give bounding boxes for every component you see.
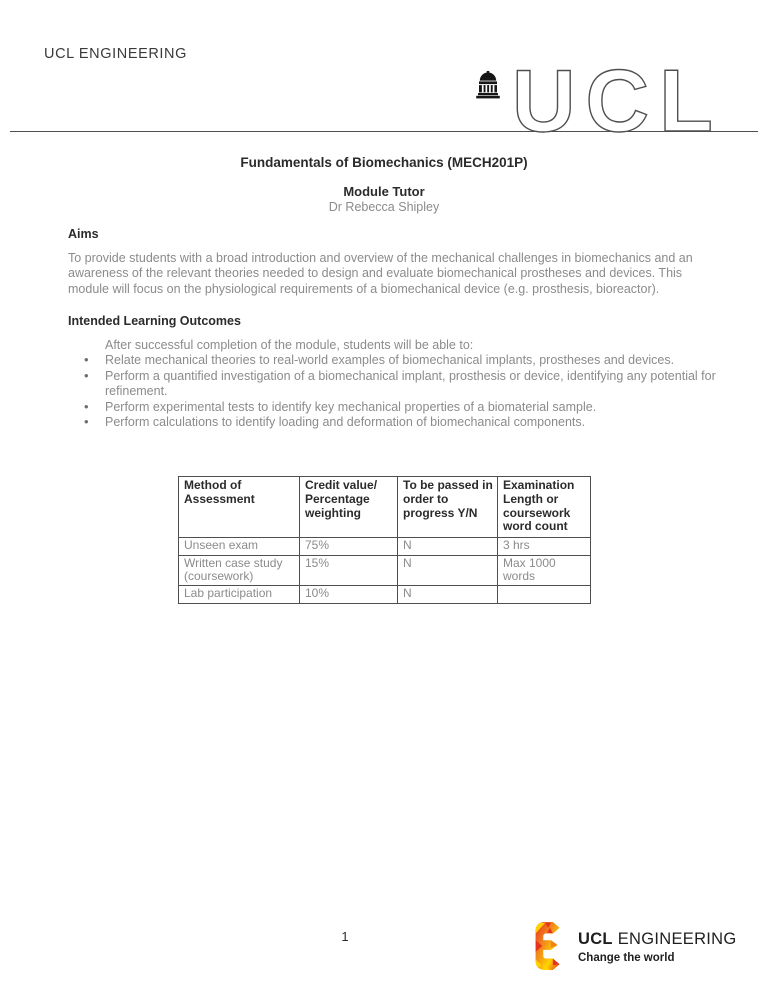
outcomes-heading: Intended Learning Outcomes xyxy=(68,314,241,328)
aims-line: module will focus on the physiological requirements of a biomechanical device (e.g. prosthesis, bioreactor). xyxy=(68,281,660,296)
aims-paragraph xyxy=(68,251,693,297)
ucl-logo xyxy=(468,58,768,138)
outcome-item: • Relate mechanical theories to real-world examples of biomechanical implants, prostheses and devices. xyxy=(68,353,716,368)
ucl-portico-icon xyxy=(476,71,500,98)
table-header-row xyxy=(179,477,591,538)
module-tutor-heading: Module Tutor xyxy=(343,184,425,199)
cell-method: Lab participation xyxy=(179,586,300,603)
cell-credit: 15% xyxy=(300,555,398,586)
cell-pass: N xyxy=(398,586,498,603)
footer-logo-line xyxy=(578,930,737,949)
aims-line: To provide students with a broad introduction and overview of the mechanical challenges in biomechanics and an xyxy=(68,251,693,265)
page-number: 1 xyxy=(341,929,349,944)
col-header-credit: Credit value/ Percentage weighting xyxy=(300,477,398,538)
footer-tagline: Change the world xyxy=(578,952,675,964)
table-row xyxy=(179,555,591,586)
cell-exam: Max 1000 words xyxy=(498,555,591,586)
col-header-method: Method of Assessment xyxy=(179,477,300,538)
cell-exam xyxy=(498,586,591,603)
footer-engineering-label: ENGINEERING xyxy=(617,930,737,948)
assessment-table xyxy=(178,476,591,604)
outcomes-intro: After successful completion of the module, students will be able to: xyxy=(105,338,474,352)
cell-pass: N xyxy=(398,538,498,555)
header-org-name: UCL ENGINEERING xyxy=(44,46,188,62)
footer-logo-text xyxy=(578,930,737,964)
module-tutor-name: Dr Rebecca Shipley xyxy=(328,200,440,214)
cell-method: Unseen exam xyxy=(179,538,300,555)
ucl-engineering-logo xyxy=(533,921,737,971)
ucl-engineering-e-icon xyxy=(533,921,567,971)
page-title: Fundamentals of Biomechanics (MECH201P) xyxy=(240,155,528,170)
outcome-item: • Perform experimental tests to identify key mechanical properties of a biomaterial sample. xyxy=(68,400,716,415)
cell-pass: N xyxy=(398,555,498,586)
aims-heading: Aims xyxy=(68,227,99,241)
cell-method: Written case study (coursework) xyxy=(179,555,300,586)
table-row xyxy=(179,538,591,555)
cell-credit: 10% xyxy=(300,586,398,603)
col-header-exam: Examination Length or coursework word count xyxy=(498,477,591,538)
col-header-pass: To be passed in order to progress Y/N xyxy=(398,477,498,538)
aims-line: awareness of the relevant theories needed to design and evaluate biomechanical prostheses and devices. This xyxy=(68,266,683,281)
outcomes-list xyxy=(68,338,716,430)
outcome-item: • Perform calculations to identify loading and deformation of biomechanical components. xyxy=(68,415,716,430)
table-row xyxy=(179,586,591,603)
footer-ucl-label: UCL xyxy=(578,930,613,948)
ucl-logo-letters: UCL xyxy=(512,58,723,138)
cell-credit: 75% xyxy=(300,538,398,555)
outcome-item: • Perform a quantified investigation of a biomechanical implant, prosthesis or device, identifying any potential for refinement. xyxy=(68,369,716,400)
cell-exam: 3 hrs xyxy=(498,538,591,555)
